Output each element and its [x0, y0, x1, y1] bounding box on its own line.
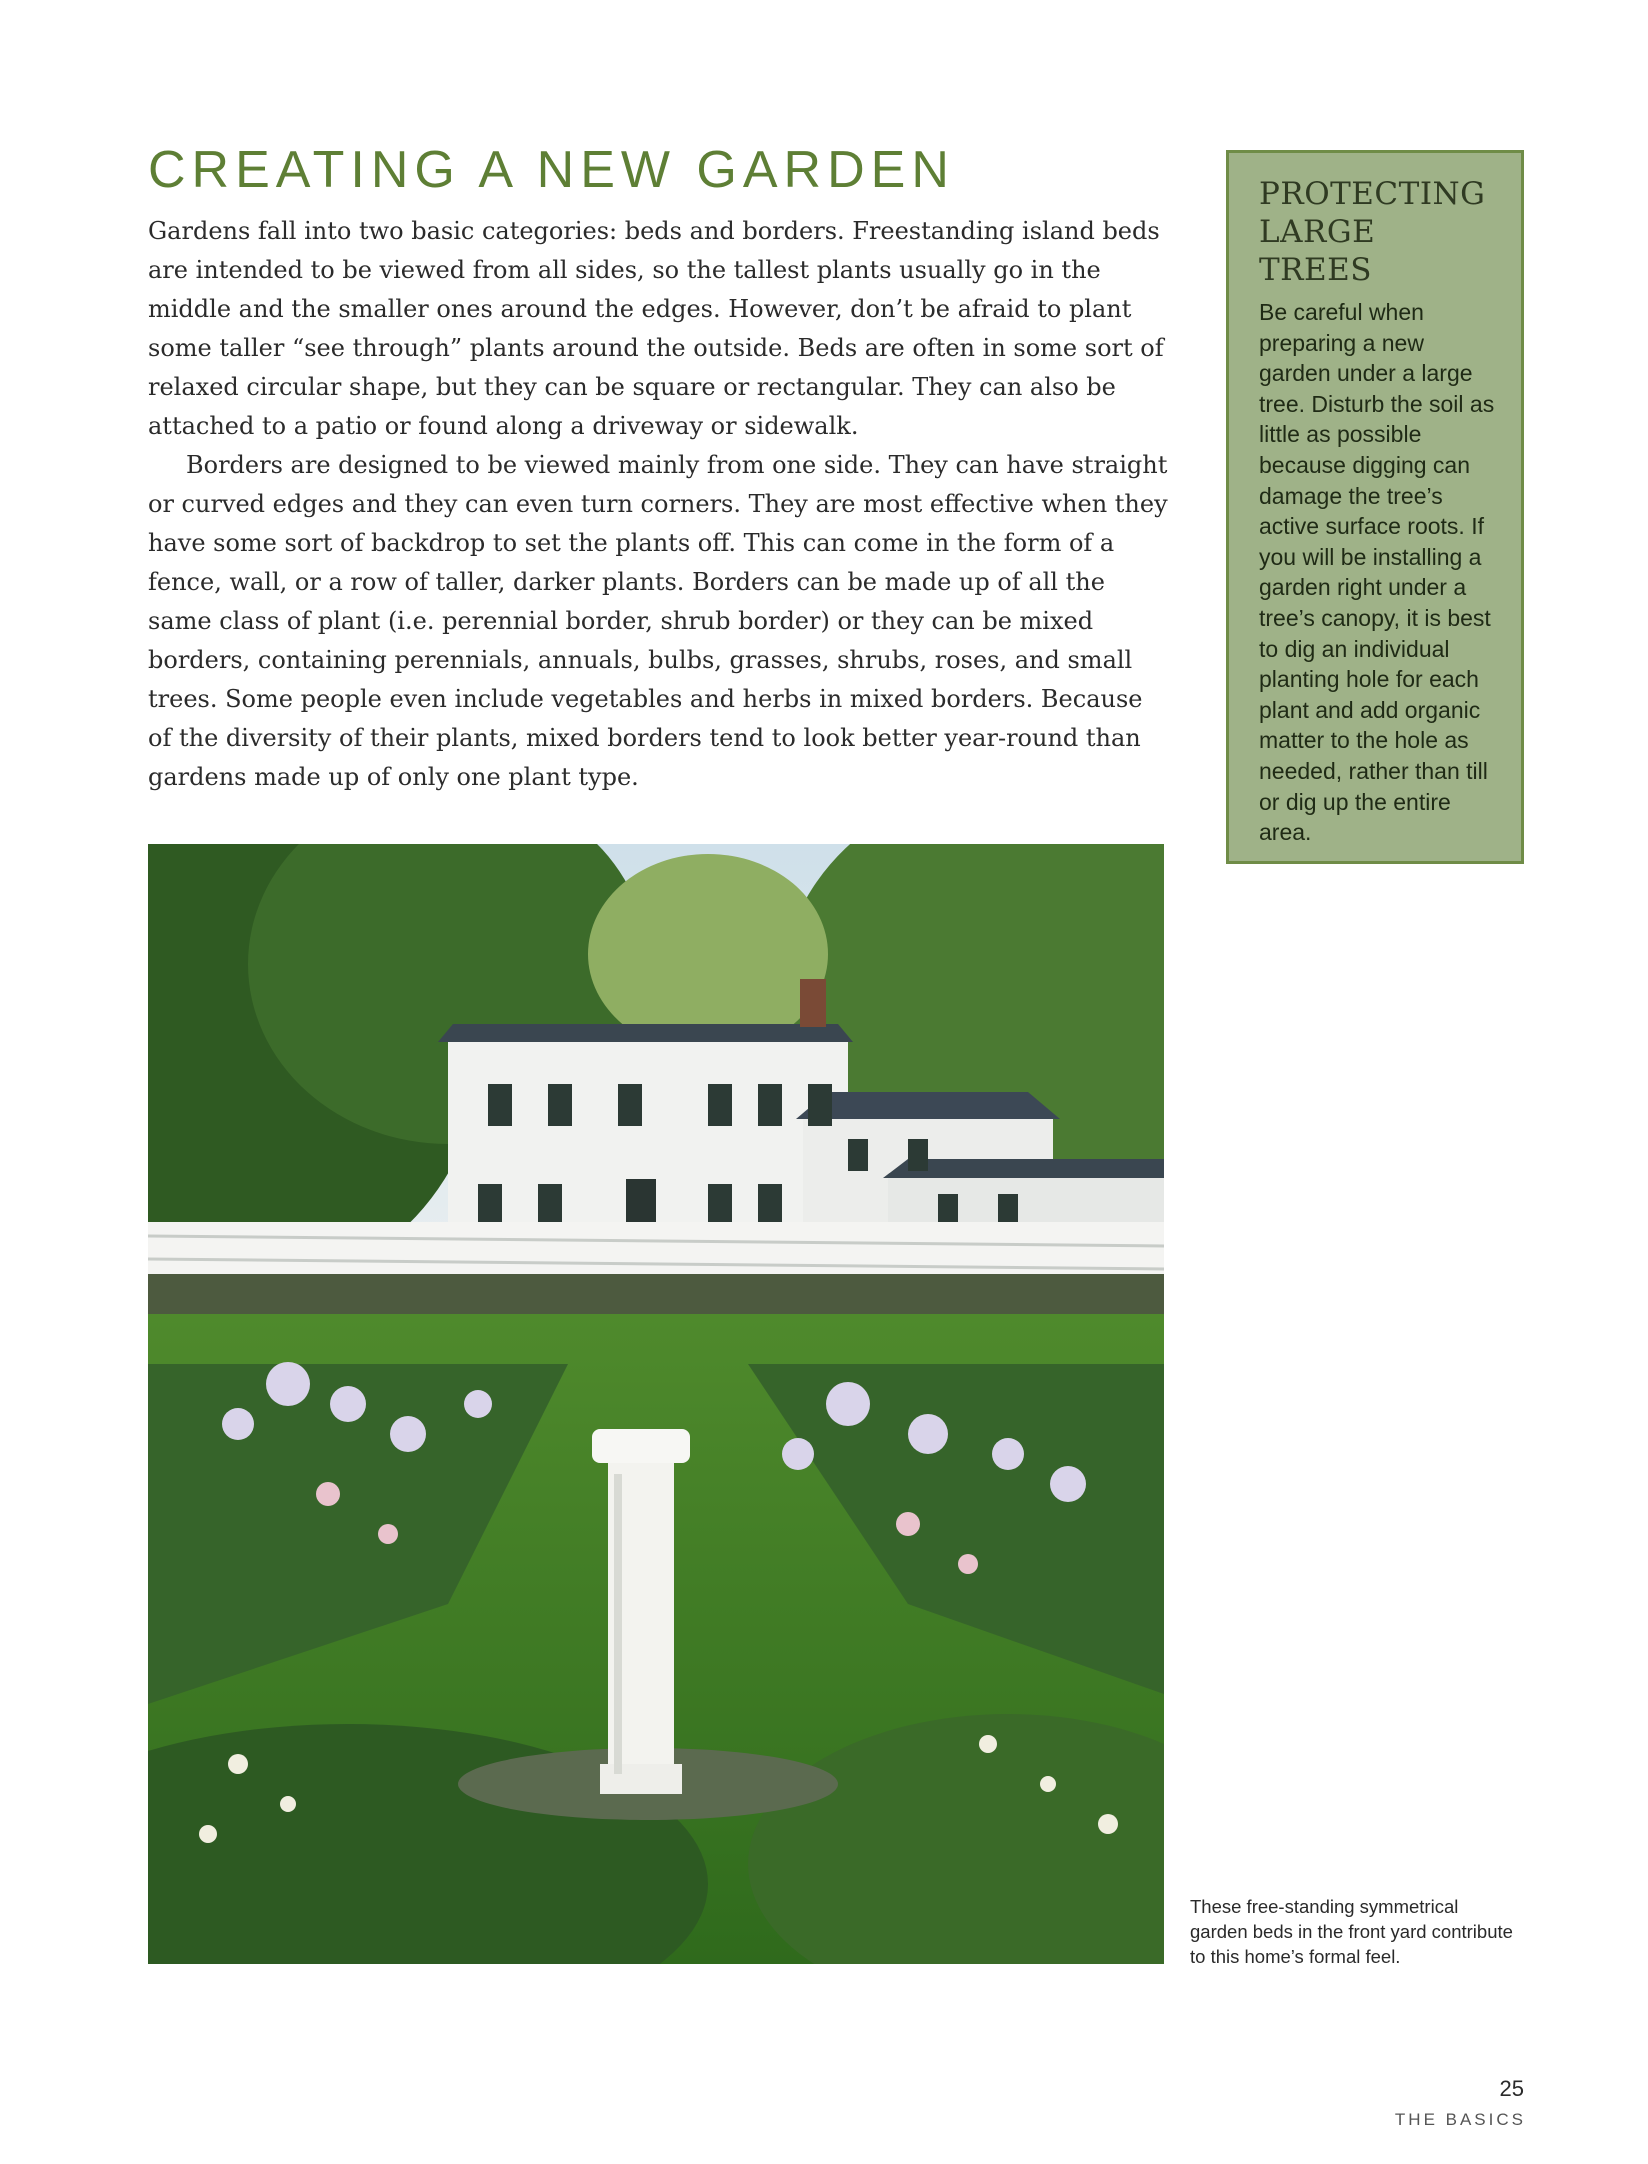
page-title: CREATING A NEW GARDEN: [148, 141, 955, 199]
garden-photo-illustration: [148, 844, 1164, 1964]
paragraph-2: Borders are designed to be viewed mainly from one side. They can have straight or curved edges and they can even turn corners. They are most effective when they have some sort of backdrop to set the plants off. This can come in the form of a fence, wall, or a row of taller, darker plants. Borders can be made up of all the same class of plant (i.e. perennial border, shrub border) or they can be mixed borders, containing perennials, annuals, bulbs, grasses, shrubs, roses, and small trees. Some people even include vegetables and herbs in mixed borders. Because of the diversity of their plants, mixed borders tend to look better year-round than gardens made up of only one plant type.: [148, 451, 1168, 791]
sidebar-box: [1226, 150, 1524, 864]
sidebar-text: Be careful when preparing a new garden under a large tree. Disturb the soil as little as possible because digging can damage the tree’s active surface roots. If you will be installing a garden right under a tree’s canopy, it is best to dig an individual planting hole for each plant and add organic matter to the hole as needed, rather than till or dig up the entire area.: [1259, 299, 1495, 846]
body-text: [148, 212, 1168, 797]
garden-photo: [148, 844, 1164, 1964]
photo-caption: These free-standing symmetrical garden beds in the front yard contribute to this home’s formal feel.: [1190, 1896, 1513, 1967]
paragraph-1: Gardens fall into two basic categories: beds and borders. Freestanding island beds are intended to be viewed from all sides, so the tallest plants usually go in the middle and the smaller ones around the edges. However, don’t be afraid to plant some taller “see through” plants around the outside. Beds are often in some sort of relaxed circular shape, but they can be square or rectangular. They can also be attached to a patio or found along a driveway or sidewalk.: [148, 217, 1164, 440]
section-name: THE BASICS: [1394, 2110, 1526, 2129]
sidebar-title: PROTECTING LARGE TREES: [1259, 176, 1486, 288]
page-number: 25: [1499, 2076, 1524, 2101]
